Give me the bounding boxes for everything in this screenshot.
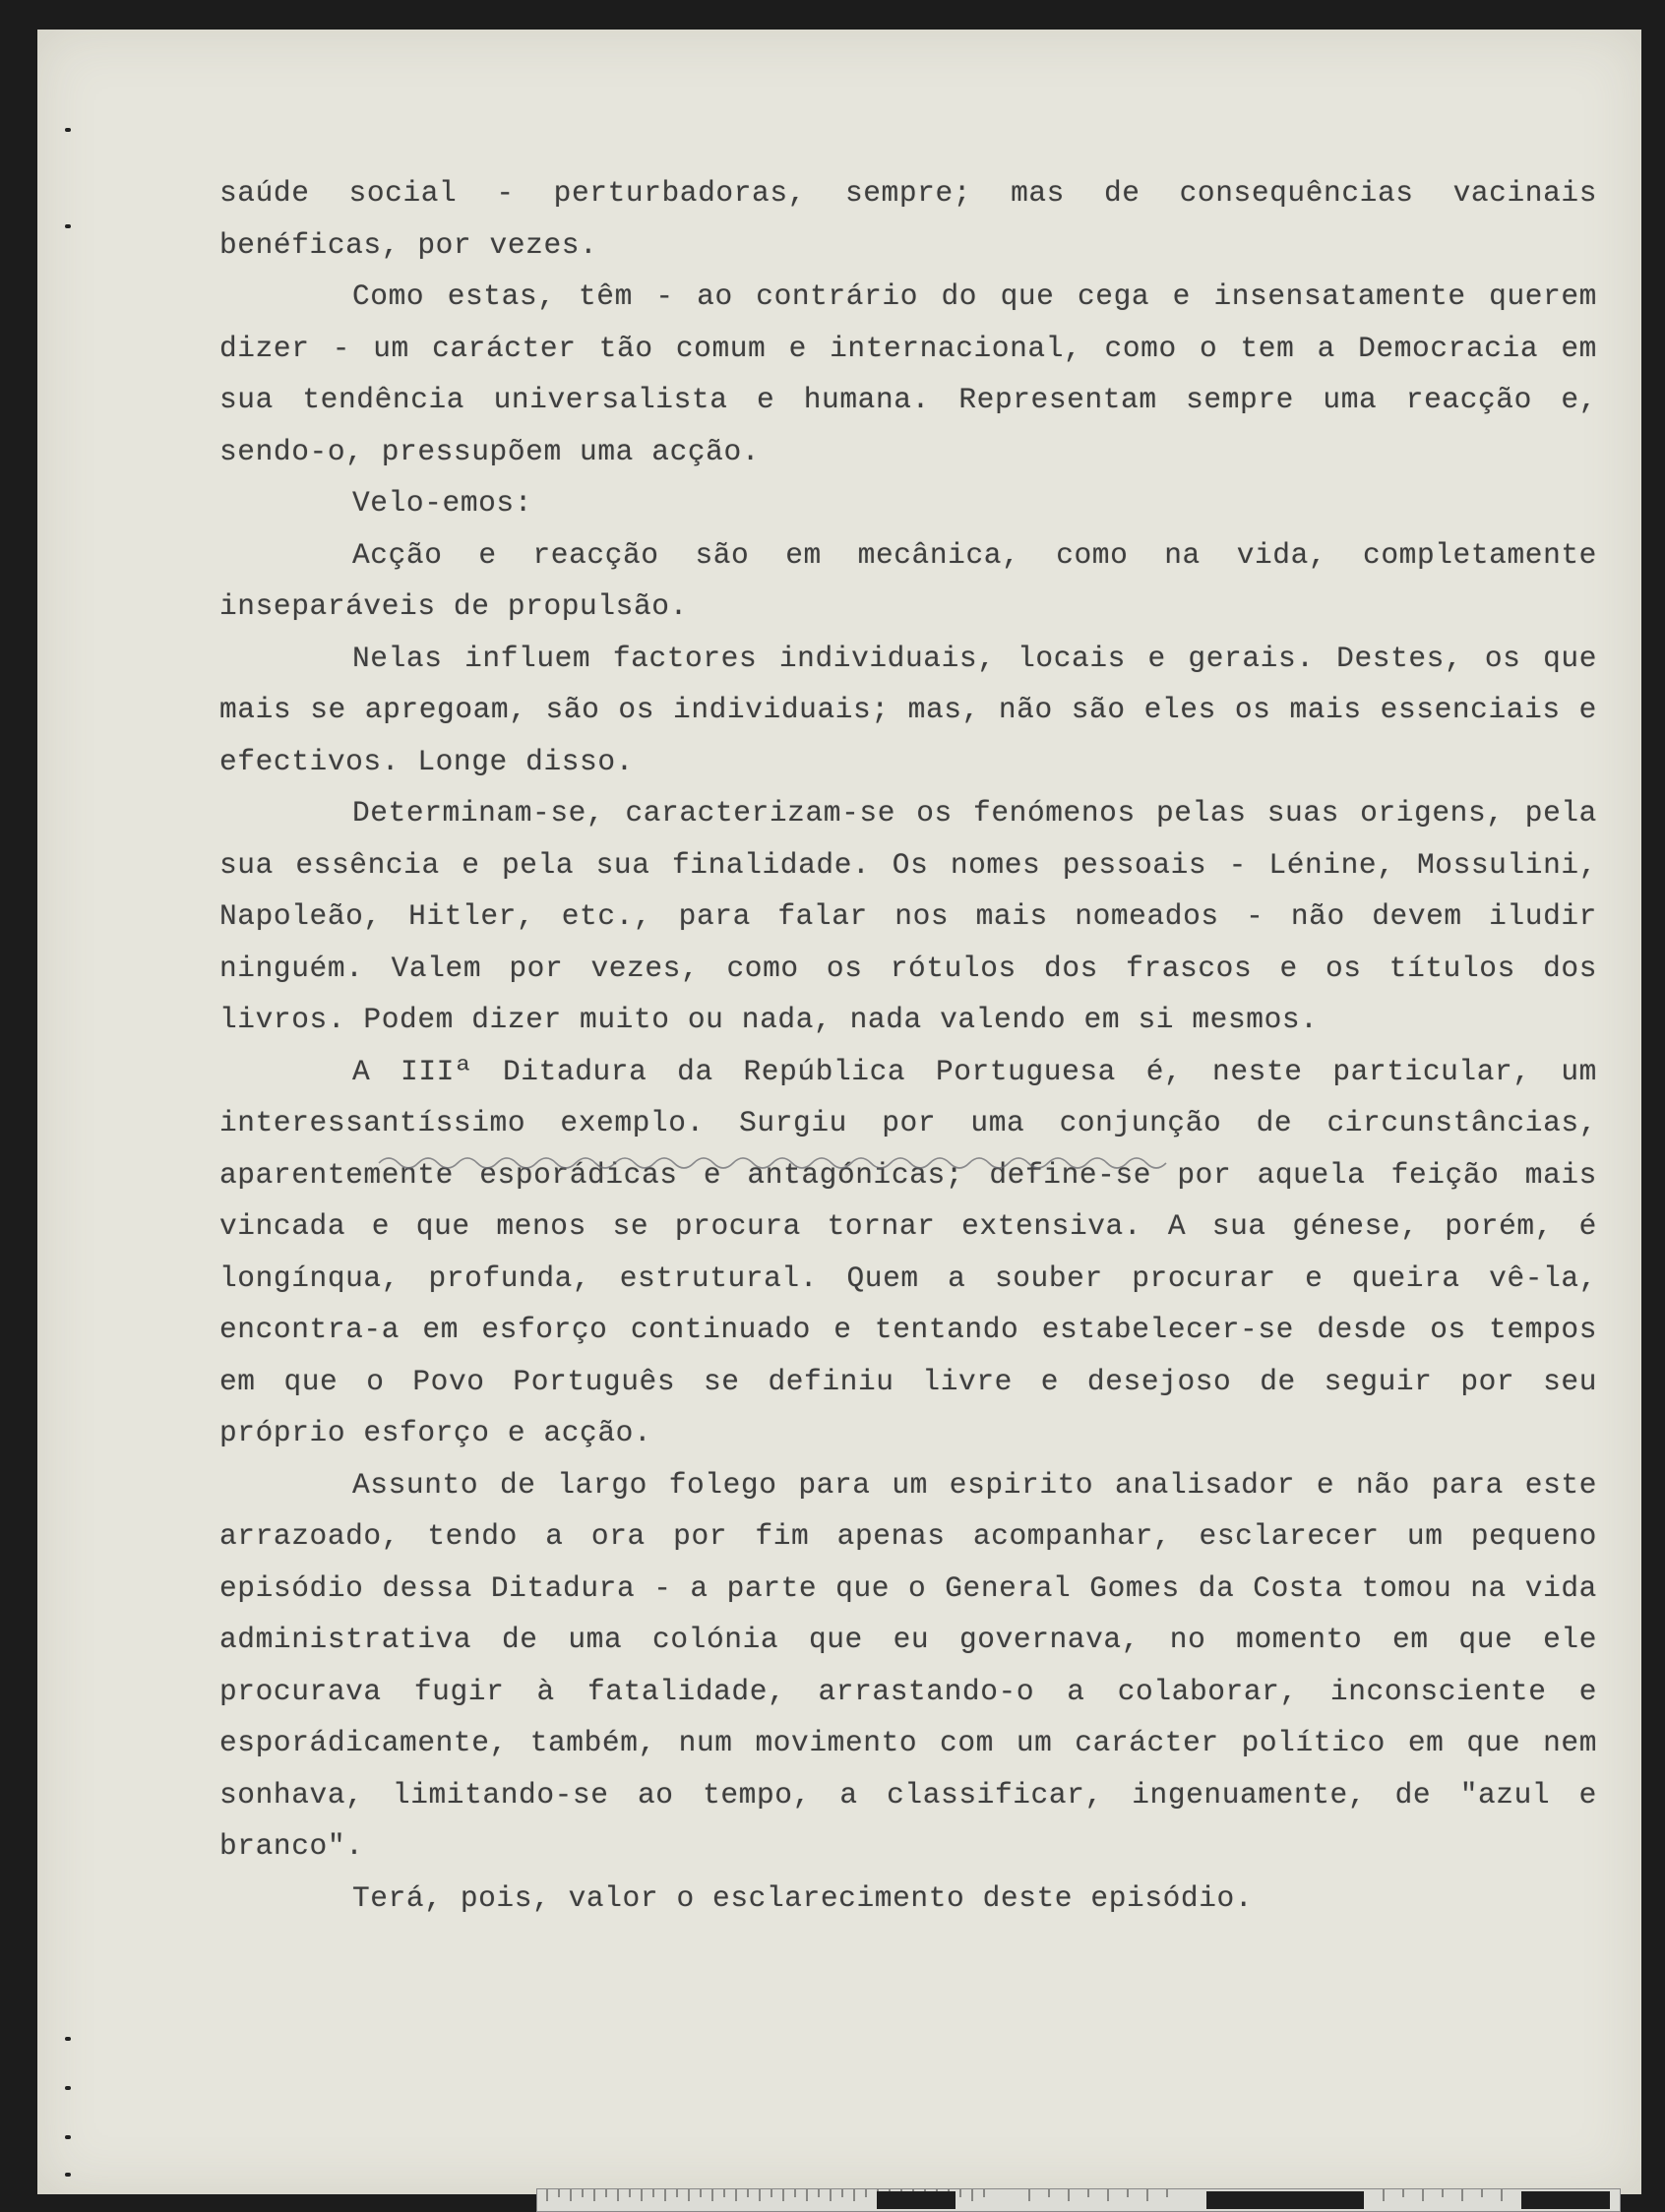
paragraph: A IIIª Ditadura da República Portuguesa é, neste particular, um interessantíssimo exemplo. Surgiu por uma conjunção de circunstâncias, aparentemente esporádicas e antagónicas; define-se por aquela feição mais vincada e que menos se procura tornar extensiva. A sua génese, porém, é longínqua, profunda, estrutural. Quem a souber procurar e queira vê-la, encontra-a em esforço continuado e tentando estabelecer-se desde os tempos em que o Povo Português se definiu livre e desejoso de seguir por seu próprio esforço e acção. <box>219 1054 1597 1449</box>
paragraph: saúde social - perturbadoras, sempre; mas de consequências vacinais benéficas, por vezes. <box>219 176 1597 262</box>
edge-mark <box>65 2135 71 2139</box>
paragraph: Velo-emos: <box>352 486 533 520</box>
scale-ruler <box>536 2188 1621 2212</box>
ruler-ticks <box>537 2189 1620 2211</box>
typescript-body <box>219 167 1597 1924</box>
paragraph: Assunto de largo folego para um espirito analisador e não para este arrazoado, tendo a ora por fim apenas acompanhar, esclarecer um pequeno episódio dessa Ditadura - a parte que o General Gomes da Costa tomou na vida administrativa de uma colónia que eu governava, no momento em que ele procurava fugir à fatalidade, arrastando-o a colaborar, inconsciente e esporádicamente, também, num movimento com um carácter político em que nem sonhava, limitando-se ao tempo, a classificar, ingenuamente, de "azul e branco". <box>219 1467 1597 1863</box>
edge-mark <box>65 2086 71 2090</box>
paragraph: Acção e reacção são em mecânica, como na vida, completamente inseparáveis de propulsão. <box>219 537 1597 623</box>
document-page <box>37 30 1641 2194</box>
edge-mark <box>65 2037 71 2041</box>
paragraph: Determinam-se, caracterizam-se os fenómenos pelas suas origens, pela sua essência e pela sua finalidade. Os nomes pessoais - Lénine, Mossulini, Napoleão, Hitler, etc., para falar nos mais nomeados - não devem iludir ninguém. Valem por vezes, como os rótulos dos frascos e os títulos dos livros. Podem dizer muito ou nada, nada valendo em si mesmos. <box>219 796 1597 1036</box>
paragraph: Nelas influem factores individuais, locais e gerais. Destes, os que mais se apregoam, são os individuais; mas, não são eles os mais essenciais e efectivos. Longe disso. <box>219 641 1597 778</box>
paragraph: Terá, pois, valor o esclarecimento deste episódio. <box>352 1880 1254 1915</box>
page-edge-marks <box>65 89 85 2175</box>
edge-mark <box>65 2173 71 2177</box>
edge-mark <box>65 128 71 132</box>
handwritten-underline-annotation <box>377 1149 1174 1175</box>
paragraph: Como estas, têm - ao contrário do que cega e insensatamente querem dizer - um carácter tão comum e internacional, como o tem a Democracia em sua tendência universalista e humana. Representam sempre uma reacção e, sendo-o, pressupõem uma acção. <box>219 279 1597 468</box>
edge-mark <box>65 224 71 228</box>
